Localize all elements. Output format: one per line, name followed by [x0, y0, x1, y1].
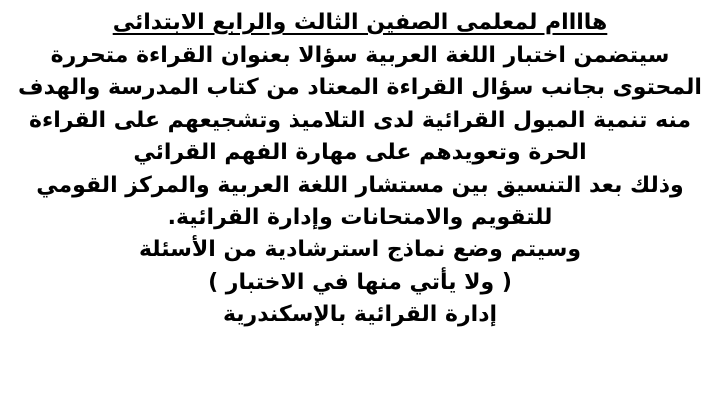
notice-line-1: سيتضمن اختبار اللغة العربية سؤالا بعنوان القراءة متحررة [50, 43, 670, 68]
notice-line-6: للتقويم والامتحانات وإدارة القرائية. [167, 204, 553, 230]
notice-line-2: المحتوى بجانب سؤال القراءة المعتاد من كتاب المدرسة والهدف [18, 75, 702, 101]
notice-title-text: هاااام لمعلمى الصفين الثالث والرابع الابتدائى [112, 10, 608, 35]
notice-title [0, 6, 720, 40]
notice-line-4: الحرة وتعويدهم على مهارة الفهم القرائي [133, 140, 587, 166]
notice-line-3: منه تنمية الميول القرائية لدى التلاميذ وتشجيعهم على القراءة [28, 107, 692, 133]
notice-line-8: ( ولا يأتي منها في الاختبار ) [208, 269, 512, 295]
notice-body [0, 6, 720, 332]
notice-line-7: وسيتم وضع نماذج استرشادية من الأسئلة [138, 237, 582, 263]
notice-line-5: وذلك بعد التنسيق بين مستشار اللغة العربية والمركز القومي [36, 172, 684, 198]
notice-signature: إدارة القرائية بالإسكندرية [222, 302, 498, 328]
